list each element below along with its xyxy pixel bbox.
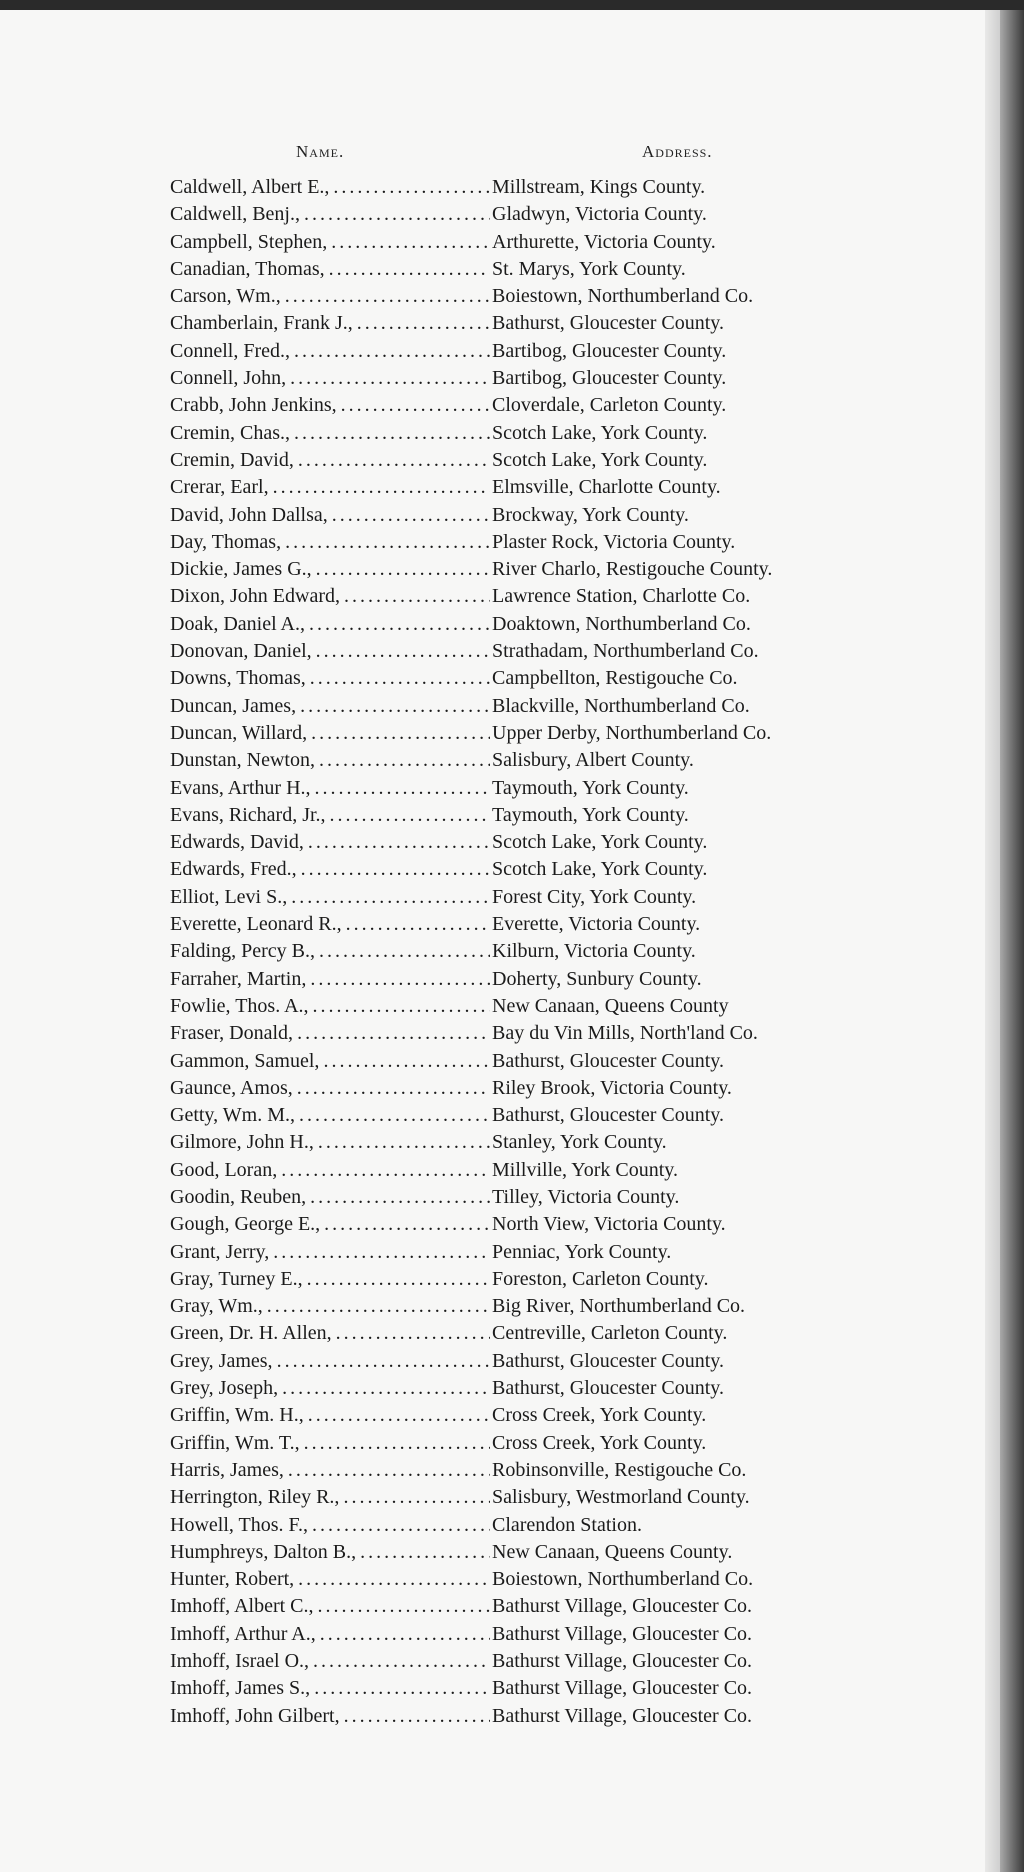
entry-address: Upper Derby, Northumberland Co.: [492, 721, 772, 744]
list-item: [170, 283, 870, 310]
entry-address: Arthurette, Victoria County.: [492, 230, 716, 253]
entry-address: Foreston, Carleton County.: [492, 1267, 709, 1290]
entry-address: New Canaan, Queens County: [492, 994, 729, 1017]
entry-address: Boiestown, Northumberland Co.: [492, 285, 754, 308]
list-item: [170, 1239, 870, 1266]
list-item: [170, 1348, 870, 1375]
entry-address: Cross Creek, York County.: [492, 1404, 707, 1427]
list-item: [170, 1375, 870, 1402]
list-item: [170, 665, 870, 692]
entry-name: Edwards, Fred., . . .: [170, 856, 490, 883]
entry-address: Scotch Lake, York County.: [492, 421, 708, 444]
list-item: [170, 1157, 870, 1184]
list-item: [170, 447, 870, 474]
entry-name: David, John Dallsa, . . .: [170, 502, 490, 529]
entry-address: Bathurst, Gloucester County.: [492, 1377, 725, 1400]
entry-name: Imhoff, Arthur A., . . .: [170, 1621, 490, 1648]
list-item: [170, 966, 870, 993]
entry-name: Edwards, David, . . .: [170, 829, 490, 856]
list-item: [170, 829, 870, 856]
entry-name: Dickie, James G., . . .: [170, 556, 490, 583]
list-item: [170, 201, 870, 228]
entry-name: Imhoff, Israel O., . . .: [170, 1648, 490, 1675]
entry-name: Crabb, John Jenkins, . . .: [170, 392, 490, 419]
entry-name: Harris, James, . . .: [170, 1457, 490, 1484]
list-item: [170, 365, 870, 392]
entry-name: Farraher, Martin, . . .: [170, 966, 490, 993]
list-item: [170, 583, 870, 610]
entry-name: Fraser, Donald, . . .: [170, 1020, 490, 1047]
entry-name: Downs, Thomas, . . .: [170, 665, 490, 692]
entry-name: Griffin, Wm. T., . . .: [170, 1430, 490, 1457]
entry-address: North View, Victoria County.: [492, 1213, 726, 1236]
entry-address: Bathurst Village, Gloucester Co.: [492, 1595, 753, 1618]
entry-name: Grant, Jerry, . . .: [170, 1239, 490, 1266]
list-item: [170, 802, 870, 829]
entry-address: Everette, Victoria County.: [492, 913, 701, 936]
entry-address: Lawrence Station, Charlotte Co.: [492, 585, 751, 608]
entry-name: Chamberlain, Frank J., . . .: [170, 310, 490, 337]
entry-address: Boiestown, Northumberland Co.: [492, 1568, 754, 1591]
entry-address: Centreville, Carleton County.: [492, 1322, 728, 1345]
entry-address: Riley Brook, Victoria County.: [492, 1076, 732, 1099]
list-item: [170, 420, 870, 447]
entry-name: Grey, James, . . .: [170, 1348, 490, 1375]
entry-address: Cross Creek, York County.: [492, 1431, 707, 1454]
entry-name: Day, Thomas, . . .: [170, 529, 490, 556]
entry-address: Bathurst Village, Gloucester Co.: [492, 1650, 753, 1673]
entry-name: Donovan, Daniel, . . .: [170, 638, 490, 665]
entry-name: Gammon, Samuel, . . .: [170, 1048, 490, 1075]
entry-name: Canadian, Thomas, . . .: [170, 256, 490, 283]
entry-name: Howell, Thos. F., . . .: [170, 1512, 490, 1539]
list-item: [170, 174, 870, 201]
list-item: [170, 1593, 870, 1620]
name-column-header: Name.: [296, 142, 345, 161]
entry-name: Gough, George E., . . .: [170, 1211, 490, 1238]
list-item: [170, 1675, 870, 1702]
entry-name: Caldwell, Benj., . . .: [170, 201, 490, 228]
entry-address: Taymouth, York County.: [492, 776, 689, 799]
entry-address: Bathurst, Gloucester County.: [492, 312, 725, 335]
list-item: [170, 310, 870, 337]
column-headers: [0, 142, 1000, 172]
entry-name: Duncan, Willard, . . .: [170, 720, 490, 747]
roster-list: [170, 174, 870, 1730]
entry-address: Doaktown, Northumberland Co.: [492, 612, 751, 635]
entry-name: Caldwell, Albert E., . . .: [170, 174, 490, 201]
document-page: [0, 10, 1000, 1872]
entry-name: Imhoff, James S., . . .: [170, 1675, 490, 1702]
entry-name: Griffin, Wm. H., . . .: [170, 1402, 490, 1429]
entry-name: Doak, Daniel A., . . .: [170, 611, 490, 638]
list-item: [170, 775, 870, 802]
entry-name: Carson, Wm., . . .: [170, 283, 490, 310]
entry-name: Crerar, Earl, . . .: [170, 474, 490, 501]
entry-name: Dixon, John Edward, . . .: [170, 583, 490, 610]
entry-address: Bay du Vin Mills, North'land Co.: [492, 1022, 758, 1045]
entry-address: Bathurst, Gloucester County.: [492, 1349, 725, 1372]
list-item: [170, 1621, 870, 1648]
entry-address: Brockway, York County.: [492, 503, 689, 526]
entry-address: St. Marys, York County.: [492, 257, 686, 280]
entry-name: Green, Dr. H. Allen, . . .: [170, 1320, 490, 1347]
list-item: [170, 856, 870, 883]
list-item: [170, 256, 870, 283]
list-item: [170, 229, 870, 256]
list-item: [170, 1457, 870, 1484]
entry-name: Cremin, David, . . .: [170, 447, 490, 474]
entry-address: Bartibog, Gloucester County.: [492, 339, 727, 362]
entry-name: Evans, Arthur H., . . .: [170, 775, 490, 802]
entry-address: Clarendon Station.: [492, 1513, 642, 1536]
entry-address: Bartibog, Gloucester County.: [492, 367, 727, 390]
entry-address: Scotch Lake, York County.: [492, 448, 708, 471]
list-item: [170, 502, 870, 529]
list-item: [170, 1648, 870, 1675]
entry-address: Millville, York County.: [492, 1158, 678, 1181]
list-item: [170, 1512, 870, 1539]
list-item: [170, 1566, 870, 1593]
entry-address: Blackville, Northumberland Co.: [492, 694, 750, 717]
entry-name: Gaunce, Amos, . . .: [170, 1075, 490, 1102]
entry-address: Kilburn, Victoria County.: [492, 940, 696, 963]
entry-address: Elmsville, Charlotte County.: [492, 476, 721, 499]
entry-address: Bathurst Village, Gloucester Co.: [492, 1704, 753, 1727]
entry-name: Gray, Turney E., . . .: [170, 1266, 490, 1293]
list-item: [170, 638, 870, 665]
entry-address: Bathurst Village, Gloucester Co.: [492, 1677, 753, 1700]
list-item: [170, 529, 870, 556]
address-column-header: Address.: [642, 142, 713, 161]
entry-name: Hunter, Robert, . . .: [170, 1566, 490, 1593]
list-item: [170, 1293, 870, 1320]
entry-address: Taymouth, York County.: [492, 803, 689, 826]
entry-name: Connell, Fred., . . .: [170, 338, 490, 365]
entry-name: Humphreys, Dalton B., . . .: [170, 1539, 490, 1566]
entry-address: River Charlo, Restigouche County.: [492, 558, 773, 581]
list-item: [170, 720, 870, 747]
list-item: [170, 392, 870, 419]
entry-address: New Canaan, Queens County.: [492, 1540, 733, 1563]
entry-name: Herrington, Riley R., . . .: [170, 1484, 490, 1511]
entry-address: Doherty, Sunbury County.: [492, 967, 702, 990]
entry-name: Evans, Richard, Jr., . . .: [170, 802, 490, 829]
list-item: [170, 1184, 870, 1211]
list-item: [170, 1129, 870, 1156]
list-item: [170, 1102, 870, 1129]
entry-name: Elliot, Levi S., . . .: [170, 884, 490, 911]
entry-address: Salisbury, Albert County.: [492, 749, 694, 772]
list-item: [170, 1211, 870, 1238]
entry-name: Connell, John, . . .: [170, 365, 490, 392]
entry-name: Falding, Percy B., . . .: [170, 938, 490, 965]
entry-address: Strathadam, Northumberland Co.: [492, 640, 759, 663]
book-spine: [1000, 10, 1024, 1872]
entry-address: Scotch Lake, York County.: [492, 858, 708, 881]
list-item: [170, 884, 870, 911]
list-item: [170, 1402, 870, 1429]
list-item: [170, 1048, 870, 1075]
entry-address: Stanley, York County.: [492, 1131, 667, 1154]
entry-address: Bathurst, Gloucester County.: [492, 1049, 725, 1072]
list-item: [170, 1020, 870, 1047]
list-item: [170, 1484, 870, 1511]
entry-name: Cremin, Chas., . . .: [170, 420, 490, 447]
entry-address: Gladwyn, Victoria County.: [492, 203, 707, 226]
entry-address: Big River, Northumberland Co.: [492, 1295, 746, 1318]
list-item: [170, 474, 870, 501]
list-item: [170, 1075, 870, 1102]
entry-address: Campbellton, Restigouche Co.: [492, 667, 738, 690]
list-item: [170, 1320, 870, 1347]
entry-name: Imhoff, Albert C., . . .: [170, 1593, 490, 1620]
entry-name: Campbell, Stephen, . . .: [170, 229, 490, 256]
list-item: [170, 1266, 870, 1293]
entry-name: Duncan, James, . . .: [170, 693, 490, 720]
entry-name: Grey, Joseph, . . .: [170, 1375, 490, 1402]
entry-address: Scotch Lake, York County.: [492, 831, 708, 854]
list-item: [170, 1430, 870, 1457]
entry-name: Good, Loran, . . .: [170, 1157, 490, 1184]
entry-name: Imhoff, John Gilbert, . . .: [170, 1703, 490, 1730]
entry-address: Cloverdale, Carleton County.: [492, 394, 727, 417]
list-item: [170, 338, 870, 365]
entry-name: Gilmore, John H., . . .: [170, 1129, 490, 1156]
entry-address: Salisbury, Westmorland County.: [492, 1486, 750, 1509]
page-edge: [985, 10, 1000, 1872]
list-item: [170, 693, 870, 720]
list-item: [170, 747, 870, 774]
entry-address: Penniac, York County.: [492, 1240, 672, 1263]
entry-address: Robinsonville, Restigouche Co.: [492, 1458, 747, 1481]
list-item: [170, 993, 870, 1020]
entry-address: Tilley, Victoria County.: [492, 1185, 680, 1208]
list-item: [170, 611, 870, 638]
entry-name: Dunstan, Newton, . . .: [170, 747, 490, 774]
list-item: [170, 1703, 870, 1730]
entry-name: Goodin, Reuben, . . .: [170, 1184, 490, 1211]
list-item: [170, 938, 870, 965]
list-item: [170, 911, 870, 938]
list-item: [170, 1539, 870, 1566]
entry-address: Bathurst Village, Gloucester Co.: [492, 1622, 753, 1645]
entry-address: Plaster Rock, Victoria County.: [492, 530, 736, 553]
entry-name: Gray, Wm., . . .: [170, 1293, 490, 1320]
entry-name: Fowlie, Thos. A., . . .: [170, 993, 490, 1020]
entry-address: Bathurst, Gloucester County.: [492, 1104, 725, 1127]
entry-address: Millstream, Kings County.: [492, 176, 706, 198]
entry-name: Getty, Wm. M., . . .: [170, 1102, 490, 1129]
entry-name: Everette, Leonard R., . . .: [170, 911, 490, 938]
entry-address: Forest City, York County.: [492, 885, 697, 908]
list-item: [170, 556, 870, 583]
